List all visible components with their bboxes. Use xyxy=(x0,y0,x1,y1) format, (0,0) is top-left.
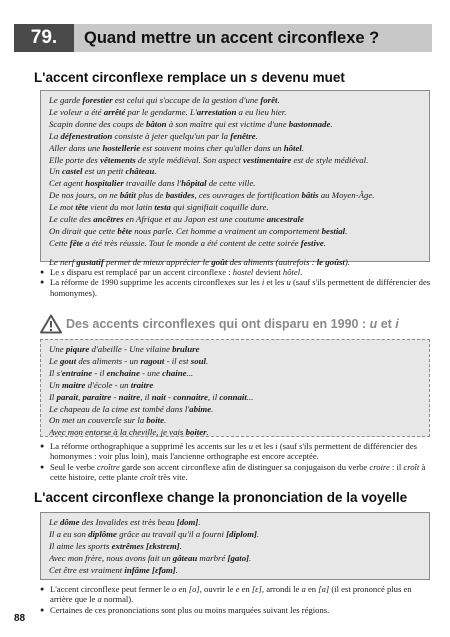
example-line: Un maitre d'école - un traitre xyxy=(49,379,154,390)
note-bullet: ● Seul le verbe croître garde son accent circonflexe afin de distinguer sa conjugaison du verbe croire : il croît à cette histoire, cette plante croît très vite. xyxy=(40,462,432,483)
note-bullet: ● Certaines de ces prononciations sont plus ou moins marquées suivant les régions. xyxy=(40,605,432,615)
section2-heading: Des accents circonflexes qui ont disparu en 1990 : u et i xyxy=(40,314,399,334)
example-line: Aller dans une hostellerie est souvent moins cher qu'aller dans un hôtel. xyxy=(49,142,305,153)
example-line: Il aime les sports extrêmes [ɛkstrɛm]. xyxy=(49,540,182,551)
example-line: Le garde forestier est celui qui s'occupe de la gestion d'une forêt. xyxy=(49,95,280,105)
example-line: Cet agent hospitalier travaille dans l'hôpital de cette ville. xyxy=(49,178,256,189)
section2-notes xyxy=(40,441,432,483)
section1-notes xyxy=(40,267,432,298)
section2-example-lines xyxy=(49,344,421,439)
section3-examples-box xyxy=(40,512,430,580)
section3-notes xyxy=(40,584,432,615)
example-line: Un castel est un petit château. xyxy=(49,166,157,177)
example-line: On met un couvercle sur la boite. xyxy=(49,415,167,426)
page-number: 88 xyxy=(14,613,26,624)
example-line: Scapin donne des coups de bâton à son maître qui est victime d'une bastonnade. xyxy=(49,118,333,129)
example-line: Une piqure d'abeille - Une vilaine brulure xyxy=(49,344,200,354)
note-bullet: ● Le s disparu est remplacé par un accent circonflexe : hostel devient hôtel. xyxy=(40,267,432,277)
example-line: La défenestration consiste à jeter quelqu'un par la fenêtre. xyxy=(49,130,258,141)
warning-icon xyxy=(40,314,62,334)
example-line: Le gout des aliments - un ragout - il est soul. xyxy=(49,355,209,366)
example-line: Avec mon entorse à la cheville, je vais boiter. xyxy=(49,427,209,438)
note-bullet: ● La réforme de 1990 supprime les accents circonflexes sur les i et les u (sauf s'ils permettent de différencier des homonymes). xyxy=(40,277,432,298)
example-line: Elle porte des vêtements de style médiéval. Son aspect vestimentaire est de style médiéval. xyxy=(49,154,369,165)
example-line: Le chapeau de la cime est tombé dans l'abime. xyxy=(49,403,214,414)
chapter-title: Quand mettre un accent circonflexe ? xyxy=(74,24,432,52)
example-line: Le culte des ancêtres en Afrique et au Japon est une coutume ancestrale xyxy=(49,214,304,225)
note-bullet: ● L'accent circonflexe peut fermer le o en [o], ouvrir le e en [ɛ], arrondi le a en [ɑ] (il est prononcé plus en arrière que le a normal). xyxy=(40,584,432,605)
example-line: Il parait, paraitre - naitre, il nait - connaitre, il connait... xyxy=(49,391,254,402)
chapter-number: 79. xyxy=(14,24,74,52)
section3-heading: L'accent circonflexe change la prononciation de la voyelle xyxy=(34,490,408,505)
example-line: De nos jours, on ne bâtit plus de bastides, ces ouvrages de fortification bâtis au Moyen-Âge. xyxy=(49,190,375,201)
example-line: Le mot tête vient du mot latin testa qui signifiait coquille dure. xyxy=(49,202,269,213)
example-line: On dirait que cette bête nous parle. Cet homme a vraiment un comportement bestial. xyxy=(49,225,348,236)
section1-heading: L'accent circonflexe remplace un s devenu muet xyxy=(34,70,345,85)
example-line: Le dôme des Invalides est très beau [dom]. xyxy=(49,517,201,527)
section2-examples-box xyxy=(40,339,430,437)
example-line: Il a eu son diplôme grâce au travail qu'il a fourni [diplom]. xyxy=(49,528,260,539)
section1-examples-box xyxy=(40,90,430,267)
chapter-title-bar xyxy=(14,24,432,52)
example-line: Le nerf gustatif permet de mieux apprécier le goût des aliments (autrefois : le goûst). xyxy=(49,256,350,267)
section3-example-lines xyxy=(49,517,421,577)
example-line: Il s'entraine - il enchaine - une chaine... xyxy=(49,367,194,378)
example-line: Avec mon frère, nous avons fait un gâteau marbré [gato]. xyxy=(49,552,252,563)
note-bullet: ● La réforme orthographique a supprimé les accents sur les u et les i (sauf s'ils permettent de différencier des homonymes : voir plus loin), mais l'ancienne orthographe est encore acceptée. xyxy=(40,441,432,462)
example-line: Le voleur a été arrêté par le gendarme. L'arrestation a eu lieu hier. xyxy=(49,106,287,117)
example-line: Cet être est vraiment infâme [ɛ̃fam]. xyxy=(49,564,178,575)
section1-example-lines xyxy=(49,95,421,250)
example-line: Cette fête a été très réussie. Tout le monde a été content de cette soirée festive. xyxy=(49,237,326,248)
